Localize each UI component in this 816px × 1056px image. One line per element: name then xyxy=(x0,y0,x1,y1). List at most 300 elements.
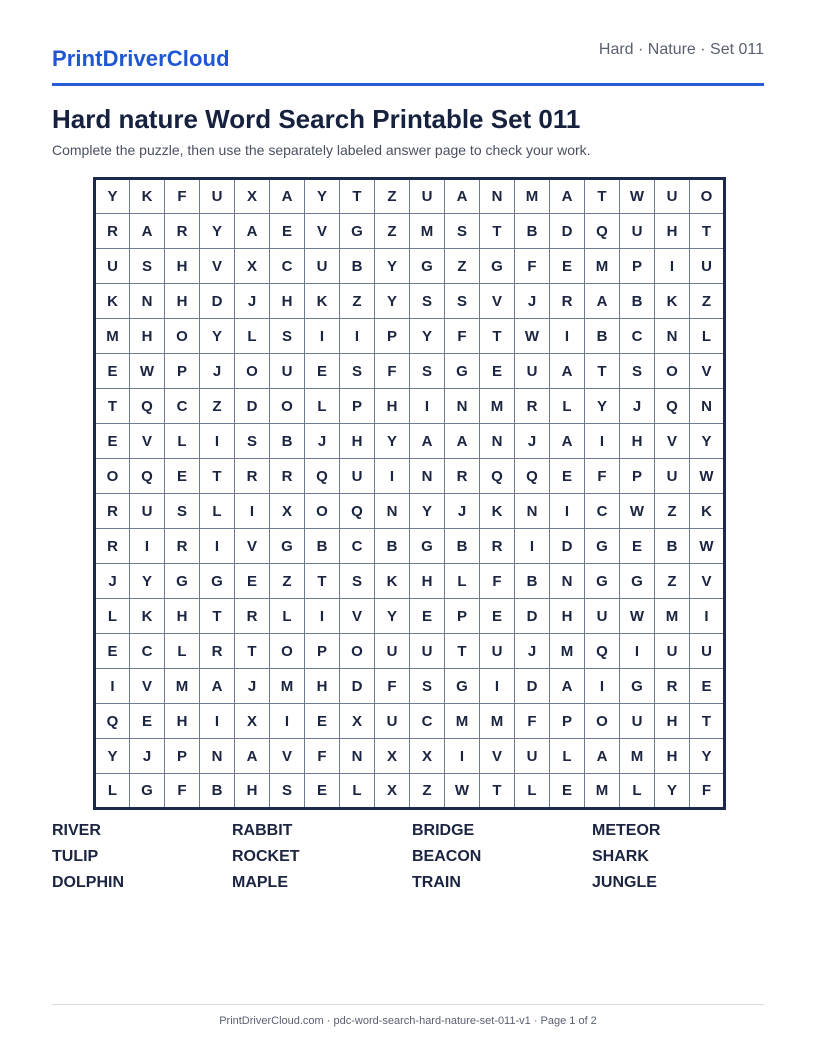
grid-cell: H xyxy=(410,564,445,599)
grid-cell: M xyxy=(480,704,515,739)
grid-cell: T xyxy=(305,564,340,599)
grid-cell: I xyxy=(270,704,305,739)
grid-cell: E xyxy=(95,424,130,459)
grid-cell: W xyxy=(620,179,655,214)
grid-cell: E xyxy=(305,774,340,809)
grid-cell: B xyxy=(515,214,550,249)
grid-cell: E xyxy=(410,599,445,634)
grid-cell: R xyxy=(165,529,200,564)
grid-cell: S xyxy=(130,249,165,284)
page-subtitle: Complete the puzzle, then use the separately labeled answer page to check your work. xyxy=(52,142,591,158)
grid-cell: J xyxy=(305,424,340,459)
grid-cell: P xyxy=(375,319,410,354)
grid-cell: U xyxy=(340,459,375,494)
grid-cell: T xyxy=(340,179,375,214)
grid-cell: P xyxy=(620,459,655,494)
grid-cell: T xyxy=(200,459,235,494)
grid-cell: A xyxy=(585,739,620,774)
grid-cell: L xyxy=(620,774,655,809)
grid-cell: Z xyxy=(375,179,410,214)
grid-cell: Z xyxy=(410,774,445,809)
grid-cell: M xyxy=(585,249,620,284)
grid-cell: X xyxy=(270,494,305,529)
grid-row xyxy=(95,179,725,214)
grid-cell: X xyxy=(375,739,410,774)
grid-cell: N xyxy=(375,494,410,529)
grid-cell: A xyxy=(585,284,620,319)
grid-cell: C xyxy=(270,249,305,284)
grid-cell: W xyxy=(130,354,165,389)
grid-cell: G xyxy=(410,529,445,564)
grid-cell: F xyxy=(515,704,550,739)
word-list-item: MAPLE xyxy=(232,874,288,891)
grid-cell: Z xyxy=(340,284,375,319)
grid-cell: S xyxy=(340,564,375,599)
page-footer: PrintDriverCloud.com · pdc-word-search-hard-nature-set-011-v1 · Page 1 of 2 xyxy=(52,1004,764,1027)
grid-cell: Z xyxy=(655,564,690,599)
grid-cell: K xyxy=(480,494,515,529)
grid-cell: I xyxy=(585,424,620,459)
grid-cell: G xyxy=(130,774,165,809)
grid-cell: R xyxy=(200,634,235,669)
grid-cell: E xyxy=(95,634,130,669)
page-header xyxy=(52,40,764,86)
grid-row xyxy=(95,634,725,669)
grid-cell: V xyxy=(130,669,165,704)
grid-cell: G xyxy=(585,564,620,599)
grid-cell: W xyxy=(515,319,550,354)
grid-cell: X xyxy=(235,704,270,739)
grid-cell: V xyxy=(340,599,375,634)
grid-cell: B xyxy=(200,774,235,809)
grid-cell: K xyxy=(305,284,340,319)
grid-cell: F xyxy=(165,774,200,809)
grid-cell: M xyxy=(410,214,445,249)
grid-cell: A xyxy=(445,424,480,459)
grid-cell: Q xyxy=(655,389,690,424)
grid-cell: A xyxy=(550,179,585,214)
grid-cell: O xyxy=(585,704,620,739)
grid-cell: G xyxy=(620,669,655,704)
grid-cell: I xyxy=(410,389,445,424)
grid-cell: W xyxy=(620,494,655,529)
grid-cell: E xyxy=(550,774,585,809)
grid-cell: I xyxy=(200,529,235,564)
grid-cell: O xyxy=(655,354,690,389)
grid-cell: C xyxy=(165,389,200,424)
grid-cell: H xyxy=(655,214,690,249)
grid-cell: C xyxy=(340,529,375,564)
grid-cell: S xyxy=(445,214,480,249)
grid-cell: S xyxy=(410,669,445,704)
grid-cell: H xyxy=(165,599,200,634)
grid-cell: P xyxy=(305,634,340,669)
grid-cell: I xyxy=(585,669,620,704)
grid-cell: V xyxy=(270,739,305,774)
grid-cell: U xyxy=(585,599,620,634)
grid-cell: T xyxy=(585,354,620,389)
grid-cell: I xyxy=(480,669,515,704)
brand-logo-text[interactable]: PrintDriverCloud xyxy=(52,46,230,71)
grid-cell: Z xyxy=(375,214,410,249)
grid-cell: F xyxy=(690,774,725,809)
grid-cell: H xyxy=(130,319,165,354)
grid-cell: J xyxy=(515,634,550,669)
grid-cell: G xyxy=(585,529,620,564)
grid-cell: R xyxy=(95,529,130,564)
grid-cell: B xyxy=(585,319,620,354)
grid-cell: R xyxy=(95,494,130,529)
grid-cell: N xyxy=(480,424,515,459)
word-list-item: TULIP xyxy=(52,848,99,865)
grid-cell: T xyxy=(235,634,270,669)
grid-cell: A xyxy=(550,424,585,459)
grid-cell: W xyxy=(690,529,725,564)
grid-cell: F xyxy=(585,459,620,494)
grid-cell: T xyxy=(200,599,235,634)
grid-cell: R xyxy=(235,459,270,494)
grid-cell: P xyxy=(550,704,585,739)
grid-cell: V xyxy=(690,354,725,389)
grid-cell: F xyxy=(305,739,340,774)
grid-cell: H xyxy=(235,774,270,809)
grid-cell: G xyxy=(620,564,655,599)
grid-cell: U xyxy=(95,249,130,284)
grid-cell: Q xyxy=(130,459,165,494)
grid-cell: F xyxy=(375,669,410,704)
word-list-item: METEOR xyxy=(592,822,661,839)
grid-cell: L xyxy=(95,599,130,634)
grid-cell: V xyxy=(130,424,165,459)
grid-cell: E xyxy=(480,354,515,389)
grid-cell: U xyxy=(655,634,690,669)
grid-cell: I xyxy=(445,739,480,774)
grid-cell: E xyxy=(95,354,130,389)
grid-row xyxy=(95,284,725,319)
grid-cell: D xyxy=(515,669,550,704)
word-list-item: SHARK xyxy=(592,848,649,865)
grid-cell: L xyxy=(515,774,550,809)
grid-cell: O xyxy=(235,354,270,389)
grid-cell: Y xyxy=(655,774,690,809)
grid-cell: I xyxy=(375,459,410,494)
grid-cell: K xyxy=(690,494,725,529)
grid-cell: I xyxy=(550,494,585,529)
grid-cell: J xyxy=(445,494,480,529)
grid-cell: Z xyxy=(270,564,305,599)
grid-cell: A xyxy=(235,214,270,249)
grid-cell: U xyxy=(130,494,165,529)
grid-cell: V xyxy=(480,284,515,319)
grid-cell: L xyxy=(200,494,235,529)
grid-cell: V xyxy=(200,249,235,284)
grid-row xyxy=(95,249,725,284)
grid-cell: M xyxy=(445,704,480,739)
grid-cell: E xyxy=(165,459,200,494)
grid-cell: H xyxy=(305,669,340,704)
grid-cell: N xyxy=(445,389,480,424)
grid-cell: G xyxy=(200,564,235,599)
grid-cell: A xyxy=(235,739,270,774)
grid-cell: R xyxy=(165,214,200,249)
grid-cell: T xyxy=(480,319,515,354)
grid-cell: T xyxy=(690,214,725,249)
grid-cell: Y xyxy=(410,319,445,354)
grid-cell: J xyxy=(515,424,550,459)
grid-cell: Y xyxy=(375,599,410,634)
grid-cell: U xyxy=(655,179,690,214)
grid-cell: J xyxy=(130,739,165,774)
grid-cell: E xyxy=(550,249,585,284)
grid-cell: H xyxy=(655,704,690,739)
word-list-item: JUNGLE xyxy=(592,874,657,891)
grid-cell: Q xyxy=(130,389,165,424)
grid-cell: E xyxy=(130,704,165,739)
grid-cell: M xyxy=(515,179,550,214)
grid-cell: A xyxy=(200,669,235,704)
grid-cell: H xyxy=(165,249,200,284)
grid-cell: Z xyxy=(200,389,235,424)
grid-cell: C xyxy=(410,704,445,739)
grid-cell: J xyxy=(200,354,235,389)
grid-cell: E xyxy=(305,354,340,389)
grid-cell: R xyxy=(445,459,480,494)
grid-cell: U xyxy=(690,634,725,669)
word-list-item: DOLPHIN xyxy=(52,874,124,891)
grid-cell: L xyxy=(445,564,480,599)
grid-cell: U xyxy=(480,634,515,669)
grid-cell: P xyxy=(620,249,655,284)
grid-cell: T xyxy=(95,389,130,424)
grid-cell: B xyxy=(305,529,340,564)
grid-cell: T xyxy=(480,774,515,809)
grid-cell: C xyxy=(585,494,620,529)
grid-cell: Y xyxy=(375,249,410,284)
grid-cell: T xyxy=(585,179,620,214)
grid-cell: N xyxy=(550,564,585,599)
grid-cell: X xyxy=(375,774,410,809)
grid-cell: O xyxy=(690,179,725,214)
grid-cell: B xyxy=(655,529,690,564)
grid-cell: O xyxy=(305,494,340,529)
grid-cell: P xyxy=(445,599,480,634)
grid-cell: U xyxy=(515,739,550,774)
grid-cell: Y xyxy=(410,494,445,529)
grid-cell: C xyxy=(130,634,165,669)
grid-cell: D xyxy=(550,214,585,249)
grid-cell: R xyxy=(235,599,270,634)
grid-cell: Y xyxy=(95,179,130,214)
grid-cell: L xyxy=(340,774,375,809)
grid-cell: U xyxy=(620,704,655,739)
grid-cell: O xyxy=(340,634,375,669)
grid-cell: N xyxy=(655,319,690,354)
grid-cell: J xyxy=(620,389,655,424)
grid-cell: E xyxy=(690,669,725,704)
grid-cell: L xyxy=(550,739,585,774)
grid-cell: D xyxy=(200,284,235,319)
grid-cell: R xyxy=(95,214,130,249)
word-list xyxy=(52,822,764,892)
grid-cell: N xyxy=(130,284,165,319)
grid-cell: Q xyxy=(480,459,515,494)
grid-cell: E xyxy=(480,599,515,634)
grid-row xyxy=(95,459,725,494)
grid-cell: A xyxy=(410,424,445,459)
grid-cell: Y xyxy=(375,284,410,319)
grid-cell: H xyxy=(340,424,375,459)
grid-cell: N xyxy=(690,389,725,424)
grid-cell: O xyxy=(95,459,130,494)
grid-cell: K xyxy=(655,284,690,319)
grid-cell: R xyxy=(655,669,690,704)
grid-row xyxy=(95,214,725,249)
grid-row xyxy=(95,564,725,599)
grid-cell: W xyxy=(445,774,480,809)
grid-cell: M xyxy=(585,774,620,809)
grid-cell: U xyxy=(690,249,725,284)
grid-cell: F xyxy=(480,564,515,599)
grid-cell: U xyxy=(620,214,655,249)
grid-cell: A xyxy=(445,179,480,214)
grid-row xyxy=(95,354,725,389)
grid-cell: N xyxy=(410,459,445,494)
grid-cell: B xyxy=(340,249,375,284)
grid-cell: J xyxy=(235,284,270,319)
grid-cell: L xyxy=(305,389,340,424)
grid-cell: S xyxy=(620,354,655,389)
grid-cell: G xyxy=(270,529,305,564)
grid-cell: I xyxy=(305,599,340,634)
grid-cell: H xyxy=(655,739,690,774)
grid-cell: C xyxy=(620,319,655,354)
grid-cell: X xyxy=(235,249,270,284)
set-label: Hard · Nature · Set 011 xyxy=(598,41,764,58)
grid-row xyxy=(95,704,725,739)
grid-cell: N xyxy=(480,179,515,214)
grid-cell: F xyxy=(165,179,200,214)
grid-cell: L xyxy=(690,319,725,354)
grid-cell: H xyxy=(550,599,585,634)
grid-cell: B xyxy=(620,284,655,319)
grid-cell: L xyxy=(270,599,305,634)
grid-cell: Z xyxy=(690,284,725,319)
grid-cell: F xyxy=(515,249,550,284)
grid-cell: B xyxy=(445,529,480,564)
grid-cell: B xyxy=(375,529,410,564)
grid-cell: O xyxy=(270,389,305,424)
grid-cell: J xyxy=(515,284,550,319)
grid-cell: M xyxy=(165,669,200,704)
grid-cell: S xyxy=(410,284,445,319)
grid-cell: Z xyxy=(655,494,690,529)
grid-cell: S xyxy=(270,774,305,809)
grid-cell: Y xyxy=(375,424,410,459)
grid-cell: Y xyxy=(95,739,130,774)
grid-cell: M xyxy=(95,319,130,354)
grid-cell: S xyxy=(235,424,270,459)
grid-cell: U xyxy=(515,354,550,389)
grid-cell: Q xyxy=(585,214,620,249)
grid-row xyxy=(95,599,725,634)
grid-cell: J xyxy=(235,669,270,704)
grid-cell: Y xyxy=(305,179,340,214)
grid-cell: G xyxy=(445,669,480,704)
grid-cell: N xyxy=(340,739,375,774)
word-search-grid xyxy=(93,177,726,810)
grid-cell: U xyxy=(305,249,340,284)
grid-cell: I xyxy=(620,634,655,669)
grid-cell: S xyxy=(270,319,305,354)
word-list-item: BRIDGE xyxy=(412,822,475,839)
grid-row xyxy=(95,739,725,774)
grid-cell: Q xyxy=(305,459,340,494)
grid-cell: Q xyxy=(340,494,375,529)
grid-cell: I xyxy=(655,249,690,284)
word-list-item: BEACON xyxy=(412,848,482,865)
grid-cell: A xyxy=(550,354,585,389)
grid-row xyxy=(95,494,725,529)
grid-cell: H xyxy=(165,704,200,739)
grid-cell: V xyxy=(480,739,515,774)
grid-cell: A xyxy=(270,179,305,214)
grid-row xyxy=(95,319,725,354)
word-list-item: RIVER xyxy=(52,822,101,839)
grid-cell: S xyxy=(410,354,445,389)
grid-cell: I xyxy=(200,424,235,459)
grid-row xyxy=(95,669,725,704)
grid-cell: D xyxy=(515,599,550,634)
grid-cell: D xyxy=(550,529,585,564)
grid-cell: X xyxy=(235,179,270,214)
grid-cell: E xyxy=(235,564,270,599)
grid-cell: U xyxy=(375,704,410,739)
grid-cell: I xyxy=(130,529,165,564)
grid-cell: R xyxy=(480,529,515,564)
grid-cell: R xyxy=(270,459,305,494)
grid-cell: E xyxy=(270,214,305,249)
grid-cell: P xyxy=(165,739,200,774)
grid-cell: A xyxy=(550,669,585,704)
grid-row xyxy=(95,389,725,424)
grid-cell: U xyxy=(270,354,305,389)
grid-cell: V xyxy=(655,424,690,459)
grid-cell: I xyxy=(340,319,375,354)
grid-cell: Y xyxy=(200,319,235,354)
grid-cell: K xyxy=(375,564,410,599)
word-list-item: RABBIT xyxy=(232,822,293,839)
grid-cell: L xyxy=(165,424,200,459)
grid-cell: K xyxy=(130,179,165,214)
grid-cell: Y xyxy=(585,389,620,424)
grid-cell: F xyxy=(445,319,480,354)
grid-cell: X xyxy=(410,739,445,774)
grid-cell: L xyxy=(235,319,270,354)
grid-cell: K xyxy=(130,599,165,634)
grid-cell: M xyxy=(655,599,690,634)
grid-cell: U xyxy=(655,459,690,494)
grid-cell: H xyxy=(620,424,655,459)
grid-cell: I xyxy=(235,494,270,529)
grid-cell: I xyxy=(95,669,130,704)
grid-cell: W xyxy=(620,599,655,634)
grid-row xyxy=(95,424,725,459)
grid-cell: Q xyxy=(95,704,130,739)
grid-cell: N xyxy=(515,494,550,529)
grid-cell: Q xyxy=(585,634,620,669)
grid-cell: D xyxy=(340,669,375,704)
grid-cell: O xyxy=(165,319,200,354)
